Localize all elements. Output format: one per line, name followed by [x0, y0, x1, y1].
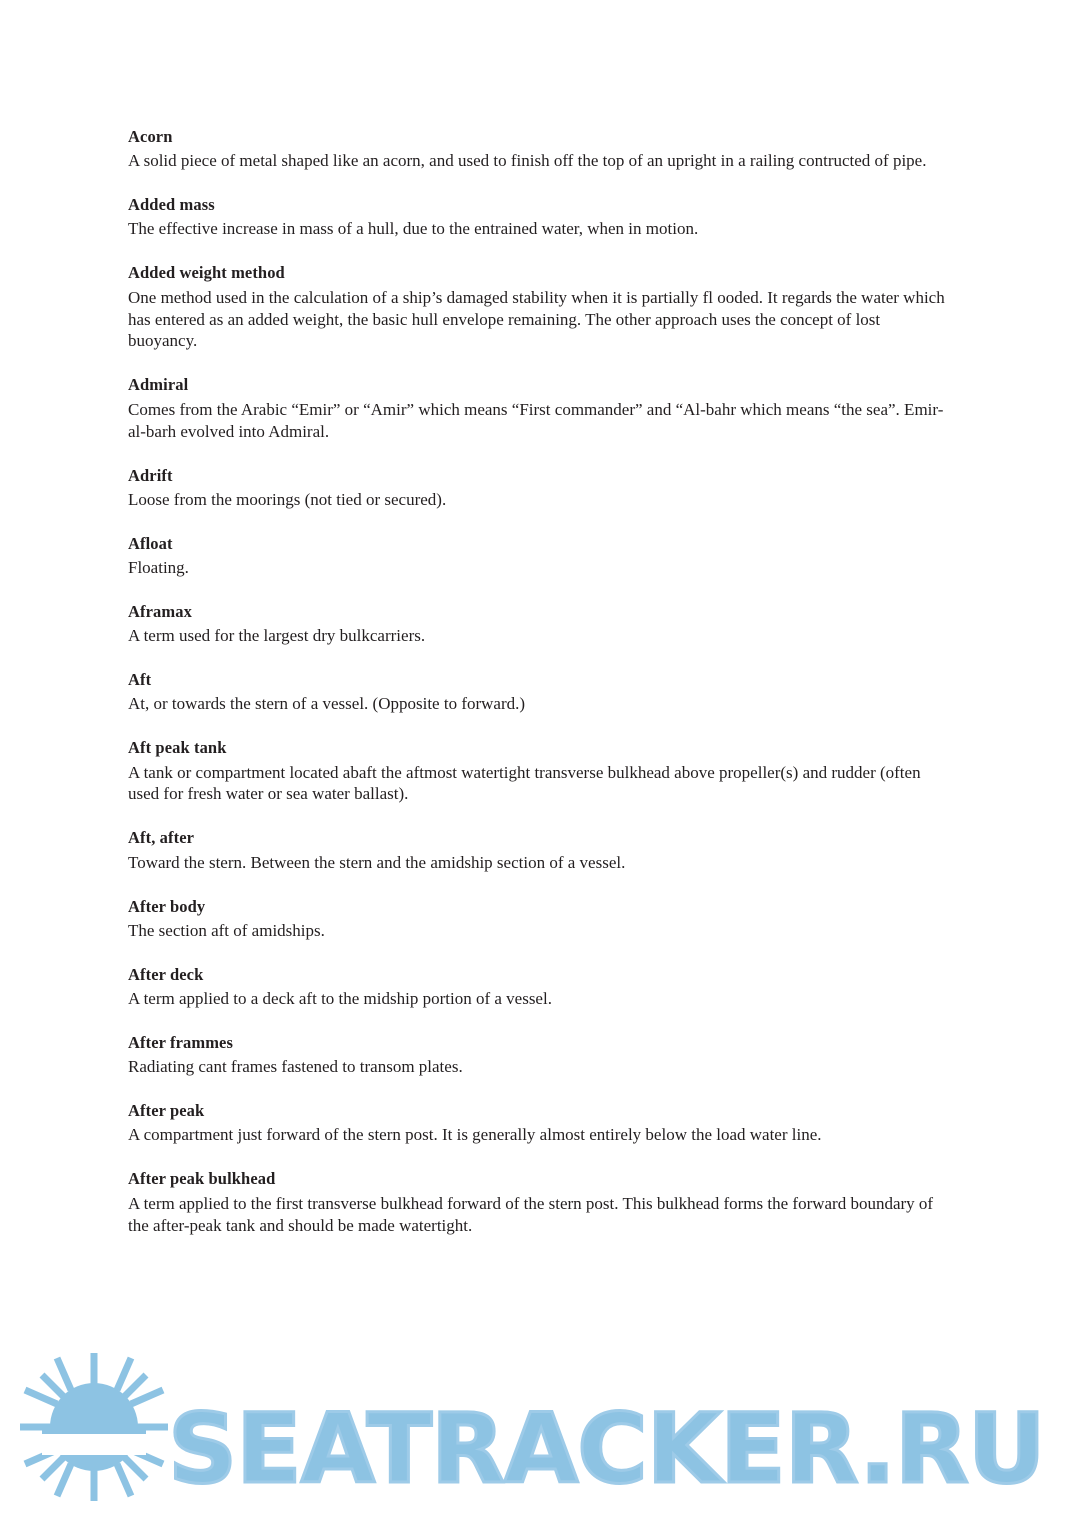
glossary-entry: [128, 194, 948, 240]
entry-term: Aframax: [128, 601, 192, 621]
entry-definition: One method used in the calculation of a ship’s damaged stability when it is partially fl ooded. It regards the water which has entered as an added weight, the basic hull envelope remaining. The other approach uses the concept of lost buoyancy.: [128, 287, 945, 351]
glossary-entry: [128, 262, 948, 352]
glossary-entry: [128, 964, 948, 1010]
glossary-entry: [128, 374, 948, 442]
entry-definition: Loose from the moorings (not tied or secured).: [128, 489, 447, 509]
entry-definition: A compartment just forward of the stern post. It is generally almost entirely below the load water line.: [128, 1125, 822, 1145]
entry-definition: Floating.: [128, 557, 189, 577]
entry-definition: A term used for the largest dry bulkcarriers.: [128, 626, 426, 646]
entry-term: After peak bulkhead: [128, 1169, 276, 1189]
sunburst-icon: [14, 1347, 174, 1507]
glossary-entry: [128, 737, 948, 805]
watermark: [0, 1330, 1080, 1515]
entry-definition: A term applied to the first transverse bulkhead forward of the stern post. This bulkhead forms the forward boundary of the after-peak tank and should be made watertight.: [128, 1193, 934, 1235]
glossary-entry: [128, 896, 948, 942]
entry-term: Adrift: [128, 465, 173, 485]
entry-definition: A tank or compartment located abaft the aftmost watertight transverse bulkhead above propeller(s) and rudder (often used for fresh water or sea water ballast).: [128, 762, 921, 804]
glossary-entry: [128, 126, 948, 172]
glossary-entry: [128, 1168, 948, 1236]
entry-term: Aft peak tank: [128, 738, 227, 758]
glossary-entry: [128, 533, 948, 579]
entry-definition: Toward the stern. Between the stern and the amidship section of a vessel.: [128, 852, 626, 872]
glossary-entry: [128, 601, 948, 647]
entry-definition: At, or towards the stern of a vessel. (Opposite to forward.): [128, 694, 526, 714]
glossary-entry: [128, 827, 948, 873]
entry-term: Afloat: [128, 533, 173, 553]
entry-term: Admiral: [128, 375, 189, 395]
glossary-entry: [128, 1032, 948, 1078]
entry-definition: The section aft of amidships.: [128, 920, 325, 940]
entry-term: Added mass: [128, 195, 215, 215]
glossary-entry-list: [128, 126, 948, 1258]
entry-term: Acorn: [128, 127, 173, 146]
entry-definition: Comes from the Arabic “Emir” or “Amir” which means “First commander” and “Al-bahr which means “the sea”. Emir-al-barh evolved into Admiral.: [128, 399, 944, 441]
entry-definition: Radiating cant frames fastened to transom plates.: [128, 1057, 463, 1077]
entry-definition: A term applied to a deck aft to the midship portion of a vessel.: [128, 989, 552, 1009]
entry-term: After peak: [128, 1101, 205, 1121]
glossary-entry: [128, 465, 948, 511]
glossary-entry: [128, 669, 948, 715]
entry-term: After deck: [128, 964, 204, 984]
entry-definition: The effective increase in mass of a hull, due to the entrained water, when in motion.: [128, 219, 699, 239]
glossary-entry: [128, 1100, 948, 1146]
entry-term: Added weight method: [128, 263, 285, 283]
entry-term: After body: [128, 896, 206, 916]
entry-term: After frammes: [128, 1032, 233, 1052]
entry-term: Aft: [128, 670, 152, 690]
entry-definition: A solid piece of metal shaped like an acorn, and used to finish off the top of an upright in a railing contructed of pipe.: [128, 151, 927, 171]
watermark-text: SEATRACKER.RU: [168, 1393, 1045, 1505]
entry-term: Aft, after: [128, 828, 195, 848]
